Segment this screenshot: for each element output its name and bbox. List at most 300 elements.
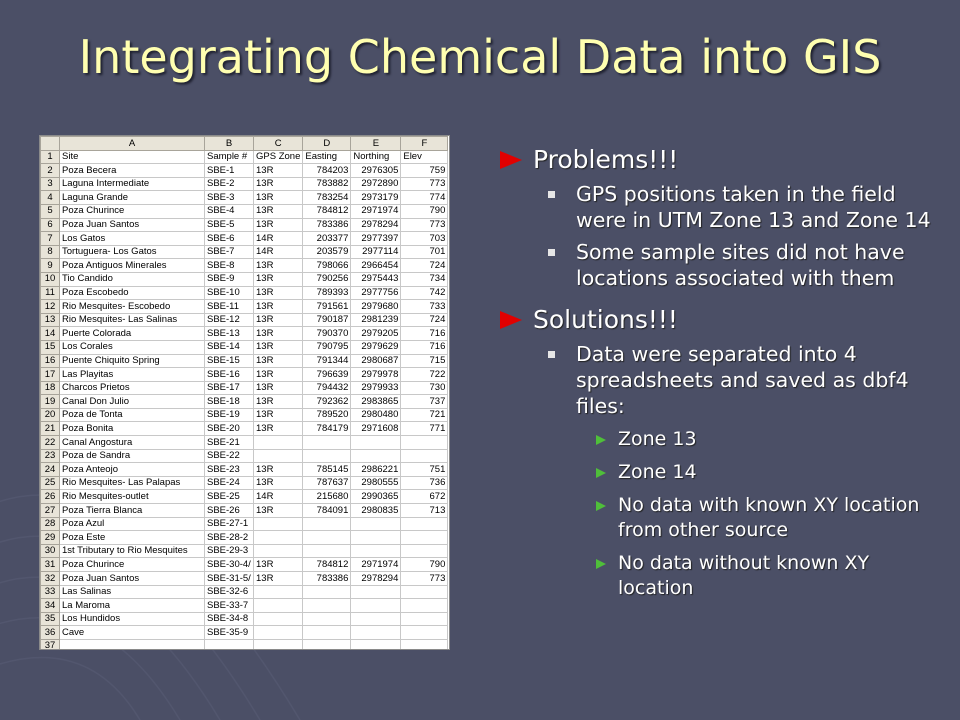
- table-cell: 203579: [303, 245, 351, 259]
- table-cell: 773: [401, 572, 448, 586]
- table-row: [41, 544, 448, 558]
- table-cell: 716: [401, 340, 448, 354]
- table-cell: Poza Bonita: [60, 422, 205, 436]
- table-cell: SBE-21: [205, 436, 254, 450]
- table-cell: SBE-16: [205, 368, 254, 382]
- table-row: [41, 463, 448, 477]
- table-cell: 13R: [254, 259, 303, 273]
- table-cell: 783882: [303, 177, 351, 191]
- table-cell: 730: [401, 381, 448, 395]
- table-cell: 721: [401, 408, 448, 422]
- column-header: C: [254, 137, 303, 151]
- table-cell: Los Hundidos: [60, 612, 205, 626]
- column-header: A: [60, 137, 205, 151]
- table-cell: Poza Este: [60, 531, 205, 545]
- table-cell: SBE-15: [205, 354, 254, 368]
- table-cell: [401, 599, 448, 613]
- table-cell: 794432: [303, 381, 351, 395]
- table-cell: [254, 639, 303, 650]
- table-cell: 13R: [254, 558, 303, 572]
- column-header: F: [401, 137, 448, 151]
- table-cell: 2979933: [351, 381, 401, 395]
- table-cell: 13R: [254, 368, 303, 382]
- bullet-level1: [500, 145, 940, 175]
- bullet-level2-text: GPS positions taken in the field were in UTM Zone 13 and Zone 14: [576, 182, 931, 232]
- bullet-level1-text: Problems!!!: [533, 145, 679, 174]
- row-header: 13: [41, 313, 60, 327]
- table-cell: [401, 544, 448, 558]
- table-cell: Puente Chiquito Spring: [60, 354, 205, 368]
- table-cell: 13R: [254, 313, 303, 327]
- table-cell: SBE-34-8: [205, 612, 254, 626]
- table-cell: 783386: [303, 218, 351, 232]
- bullet-level3: [596, 427, 940, 452]
- table-cell: 701: [401, 245, 448, 259]
- table-cell: SBE-18: [205, 395, 254, 409]
- table-cell: [351, 599, 401, 613]
- table-cell: 789393: [303, 286, 351, 300]
- table-cell: 13R: [254, 463, 303, 477]
- table-cell: 2980835: [351, 504, 401, 518]
- row-header: 4: [41, 191, 60, 205]
- table-cell: 733: [401, 300, 448, 314]
- bullet-level1: [500, 305, 940, 335]
- row-header: 9: [41, 259, 60, 273]
- table-row: [41, 436, 448, 450]
- table-cell: 784203: [303, 164, 351, 178]
- table-cell: [254, 449, 303, 463]
- table-cell: [60, 639, 205, 650]
- table-row: [41, 490, 448, 504]
- column-header: D: [303, 137, 351, 151]
- table-cell: 734: [401, 272, 448, 286]
- table-row: [41, 395, 448, 409]
- table-cell: SBE-29-3: [205, 544, 254, 558]
- bullet-level3-text: Zone 14: [618, 461, 697, 483]
- row-header: 36: [41, 626, 60, 640]
- table-cell: 13R: [254, 272, 303, 286]
- table-cell: [351, 531, 401, 545]
- table-cell: 13R: [254, 300, 303, 314]
- table-cell: 2979205: [351, 327, 401, 341]
- table-row: [41, 245, 448, 259]
- table-cell: SBE-25: [205, 490, 254, 504]
- table-cell: 796639: [303, 368, 351, 382]
- table-cell: Poza Becera: [60, 164, 205, 178]
- table-cell: [351, 544, 401, 558]
- bullet-level2: [548, 181, 940, 233]
- table-cell: 14R: [254, 490, 303, 504]
- table-cell: Rio Mesquites-outlet: [60, 490, 205, 504]
- table-cell: 715: [401, 354, 448, 368]
- table-row: [41, 340, 448, 354]
- table-cell: [254, 585, 303, 599]
- table-cell: SBE-11: [205, 300, 254, 314]
- table-cell: SBE-9: [205, 272, 254, 286]
- table-cell: 13R: [254, 218, 303, 232]
- table-cell: 2977114: [351, 245, 401, 259]
- row-header: 8: [41, 245, 60, 259]
- table-cell: SBE-26: [205, 504, 254, 518]
- table-cell: [401, 612, 448, 626]
- select-all-corner: [41, 137, 60, 151]
- row-header: 7: [41, 232, 60, 246]
- table-cell: 13R: [254, 204, 303, 218]
- table-cell: Puerte Colorada: [60, 327, 205, 341]
- table-cell: 724: [401, 313, 448, 327]
- table-cell: [303, 436, 351, 450]
- row-header: 18: [41, 381, 60, 395]
- table-cell: GPS Zone: [254, 150, 303, 164]
- square-bullet-icon: [548, 191, 555, 198]
- table-row: [41, 354, 448, 368]
- table-row: [41, 639, 448, 650]
- table-cell: [303, 544, 351, 558]
- column-header: E: [351, 137, 401, 151]
- table-cell: 13R: [254, 340, 303, 354]
- table-cell: 791344: [303, 354, 351, 368]
- table-cell: 737: [401, 395, 448, 409]
- table-cell: 13R: [254, 476, 303, 490]
- table-row: [41, 286, 448, 300]
- table-cell: 203377: [303, 232, 351, 246]
- table-row: [41, 517, 448, 531]
- table-cell: SBE-33-7: [205, 599, 254, 613]
- row-header: 22: [41, 436, 60, 450]
- table-cell: Poza Azul: [60, 517, 205, 531]
- table-cell: SBE-8: [205, 259, 254, 273]
- table-row: [41, 218, 448, 232]
- table-cell: 13R: [254, 191, 303, 205]
- table-cell: 13R: [254, 327, 303, 341]
- table-cell: 791561: [303, 300, 351, 314]
- column-header-row: [41, 137, 448, 151]
- table-row: [41, 368, 448, 382]
- table-cell: 785145: [303, 463, 351, 477]
- table-cell: [351, 436, 401, 450]
- bullet-level2-text: Data were separated into 4 spreadsheets and saved as dbf4 files:: [576, 342, 909, 418]
- table-cell: SBE-22: [205, 449, 254, 463]
- table-cell: 790256: [303, 272, 351, 286]
- table-row: [41, 504, 448, 518]
- bullet-level3: [596, 551, 940, 601]
- table-cell: Canal Angostura: [60, 436, 205, 450]
- bullet-level2-text: Some sample sites did not have locations associated with them: [576, 240, 905, 290]
- table-row: [41, 531, 448, 545]
- row-header: 19: [41, 395, 60, 409]
- table-row: [41, 232, 448, 246]
- table-cell: [254, 436, 303, 450]
- table-cell: 773: [401, 218, 448, 232]
- table-cell: 1st Tributary to Rio Mesquites: [60, 544, 205, 558]
- row-header: 33: [41, 585, 60, 599]
- row-header: 28: [41, 517, 60, 531]
- row-header: 10: [41, 272, 60, 286]
- table-cell: 13R: [254, 408, 303, 422]
- table-cell: 2983865: [351, 395, 401, 409]
- table-cell: Rio Mesquites- Las Salinas: [60, 313, 205, 327]
- table-cell: Los Corales: [60, 340, 205, 354]
- table-cell: 798066: [303, 259, 351, 273]
- table-cell: 713: [401, 504, 448, 518]
- table-cell: 790187: [303, 313, 351, 327]
- table-cell: Charcos Prietos: [60, 381, 205, 395]
- table-cell: [401, 626, 448, 640]
- table-cell: 774: [401, 191, 448, 205]
- bullet-level3: [596, 493, 940, 543]
- table-cell: [254, 612, 303, 626]
- table-cell: 724: [401, 259, 448, 273]
- table-cell: [351, 449, 401, 463]
- table-cell: [401, 449, 448, 463]
- table-cell: Elev: [401, 150, 448, 164]
- table-row: [41, 585, 448, 599]
- table-cell: 13R: [254, 286, 303, 300]
- table-cell: 2979680: [351, 300, 401, 314]
- table-cell: 13R: [254, 572, 303, 586]
- table-cell: SBE-1: [205, 164, 254, 178]
- table-cell: Sample #: [205, 150, 254, 164]
- table-cell: 2978294: [351, 218, 401, 232]
- table-cell: Poza Churince: [60, 204, 205, 218]
- table-cell: SBE-23: [205, 463, 254, 477]
- table-cell: Poza de Tonta: [60, 408, 205, 422]
- row-header: 17: [41, 368, 60, 382]
- red-arrow-bullet-icon: [500, 151, 522, 169]
- table-cell: SBE-19: [205, 408, 254, 422]
- row-header: 35: [41, 612, 60, 626]
- table-cell: 13R: [254, 164, 303, 178]
- table-cell: SBE-35-9: [205, 626, 254, 640]
- row-header: 23: [41, 449, 60, 463]
- table-row: [41, 612, 448, 626]
- square-bullet-icon: [548, 249, 555, 256]
- table-cell: Rio Mesquites- Las Palapas: [60, 476, 205, 490]
- table-cell: Poza Escobedo: [60, 286, 205, 300]
- table-cell: [303, 517, 351, 531]
- table-cell: [254, 531, 303, 545]
- table-cell: Laguna Grande: [60, 191, 205, 205]
- table-cell: Rio Mesquites- Escobedo: [60, 300, 205, 314]
- row-header: 26: [41, 490, 60, 504]
- bullet-level3-text: No data with known XY location from other source: [618, 494, 920, 541]
- table-cell: Poza de Sandra: [60, 449, 205, 463]
- table-cell: 783386: [303, 572, 351, 586]
- table-cell: 2977397: [351, 232, 401, 246]
- table-row: [41, 204, 448, 218]
- row-header: 29: [41, 531, 60, 545]
- table-cell: SBE-4: [205, 204, 254, 218]
- row-header: 11: [41, 286, 60, 300]
- table-cell: 2975443: [351, 272, 401, 286]
- table-row: [41, 626, 448, 640]
- table-cell: SBE-10: [205, 286, 254, 300]
- table-cell: 789520: [303, 408, 351, 422]
- table-cell: Poza Churince: [60, 558, 205, 572]
- table-row: [41, 259, 448, 273]
- bullet-level2: [548, 239, 940, 291]
- bullet-list: [500, 145, 940, 601]
- table-cell: 790370: [303, 327, 351, 341]
- table-cell: [351, 612, 401, 626]
- table-cell: 771: [401, 422, 448, 436]
- table-row: [41, 300, 448, 314]
- table-cell: 784812: [303, 558, 351, 572]
- bullet-level3-text: Zone 13: [618, 428, 697, 450]
- table-cell: 13R: [254, 177, 303, 191]
- row-header: 6: [41, 218, 60, 232]
- table-cell: [351, 639, 401, 650]
- table-cell: [401, 585, 448, 599]
- row-header: 3: [41, 177, 60, 191]
- table-cell: 784091: [303, 504, 351, 518]
- table-cell: SBE-13: [205, 327, 254, 341]
- table-cell: Site: [60, 150, 205, 164]
- table-cell: [254, 544, 303, 558]
- table-cell: 784179: [303, 422, 351, 436]
- table-cell: 2966454: [351, 259, 401, 273]
- table-cell: [351, 517, 401, 531]
- table-cell: [351, 626, 401, 640]
- table-cell: [303, 612, 351, 626]
- table-row: [41, 599, 448, 613]
- row-header: 20: [41, 408, 60, 422]
- table-cell: 736: [401, 476, 448, 490]
- table-cell: 784812: [303, 204, 351, 218]
- row-header: 27: [41, 504, 60, 518]
- table-cell: Las Salinas: [60, 585, 205, 599]
- row-header: 32: [41, 572, 60, 586]
- table-cell: 2972890: [351, 177, 401, 191]
- table-cell: 2981239: [351, 313, 401, 327]
- table-cell: 14R: [254, 245, 303, 259]
- row-header: 15: [41, 340, 60, 354]
- row-header: 12: [41, 300, 60, 314]
- table-cell: 2978294: [351, 572, 401, 586]
- row-header: 1: [41, 150, 60, 164]
- bullet-level3: [596, 460, 940, 485]
- table-cell: [254, 626, 303, 640]
- table-row: [41, 191, 448, 205]
- table-cell: 215680: [303, 490, 351, 504]
- table-cell: 2971974: [351, 558, 401, 572]
- row-header: 21: [41, 422, 60, 436]
- table-cell: [303, 449, 351, 463]
- table-cell: Poza Juan Santos: [60, 218, 205, 232]
- table-cell: 716: [401, 327, 448, 341]
- table-cell: 792362: [303, 395, 351, 409]
- green-arrow-bullet-icon: [596, 468, 606, 478]
- table-cell: [303, 531, 351, 545]
- table-cell: 742: [401, 286, 448, 300]
- table-cell: SBE-27-1: [205, 517, 254, 531]
- table-cell: [401, 436, 448, 450]
- table-row: [41, 558, 448, 572]
- table-row: [41, 476, 448, 490]
- table-cell: SBE-30-4/: [205, 558, 254, 572]
- table-cell: [401, 531, 448, 545]
- table-cell: SBE-14: [205, 340, 254, 354]
- table-cell: 2973179: [351, 191, 401, 205]
- table-cell: [254, 599, 303, 613]
- table-cell: 13R: [254, 354, 303, 368]
- table-row: [41, 150, 448, 164]
- table-cell: [351, 585, 401, 599]
- table-row: [41, 422, 448, 436]
- table-row: [41, 449, 448, 463]
- table-cell: [401, 517, 448, 531]
- table-cell: [303, 585, 351, 599]
- bullet-level3-text: No data without known XY location: [618, 552, 870, 599]
- table-cell: 787637: [303, 476, 351, 490]
- table-cell: Tortuguera- Los Gatos: [60, 245, 205, 259]
- red-arrow-bullet-icon: [500, 311, 522, 329]
- table-cell: 2977756: [351, 286, 401, 300]
- spreadsheet-table: [40, 136, 448, 650]
- table-cell: 751: [401, 463, 448, 477]
- slide-title: Integrating Chemical Data into GIS: [78, 30, 882, 84]
- table-cell: SBE-2: [205, 177, 254, 191]
- table-row: [41, 164, 448, 178]
- table-cell: Northing: [351, 150, 401, 164]
- table-cell: SBE-31-5/: [205, 572, 254, 586]
- table-cell: 2971608: [351, 422, 401, 436]
- table-row: [41, 272, 448, 286]
- row-header: 30: [41, 544, 60, 558]
- row-header: 37: [41, 639, 60, 650]
- square-bullet-icon: [548, 351, 555, 358]
- table-cell: Poza Antiguos Minerales: [60, 259, 205, 273]
- table-cell: [205, 639, 254, 650]
- table-row: [41, 313, 448, 327]
- row-header: 31: [41, 558, 60, 572]
- table-cell: SBE-3: [205, 191, 254, 205]
- table-cell: SBE-17: [205, 381, 254, 395]
- row-header: 2: [41, 164, 60, 178]
- table-cell: 722: [401, 368, 448, 382]
- spreadsheet-image: [39, 135, 450, 650]
- table-cell: 2990365: [351, 490, 401, 504]
- row-header: 16: [41, 354, 60, 368]
- row-header: 34: [41, 599, 60, 613]
- table-cell: 2971974: [351, 204, 401, 218]
- table-cell: 672: [401, 490, 448, 504]
- column-header: B: [205, 137, 254, 151]
- table-cell: 2986221: [351, 463, 401, 477]
- table-cell: Canal Don Julio: [60, 395, 205, 409]
- table-cell: Easting: [303, 150, 351, 164]
- table-cell: 703: [401, 232, 448, 246]
- table-cell: 790: [401, 204, 448, 218]
- table-cell: Poza Juan Santos: [60, 572, 205, 586]
- table-cell: 790795: [303, 340, 351, 354]
- row-header: 25: [41, 476, 60, 490]
- table-cell: [303, 626, 351, 640]
- table-row: [41, 408, 448, 422]
- table-cell: SBE-5: [205, 218, 254, 232]
- row-header: 14: [41, 327, 60, 341]
- table-cell: 2976305: [351, 164, 401, 178]
- table-row: [41, 381, 448, 395]
- table-cell: La Maroma: [60, 599, 205, 613]
- table-cell: 759: [401, 164, 448, 178]
- table-cell: SBE-24: [205, 476, 254, 490]
- table-cell: SBE-6: [205, 232, 254, 246]
- table-cell: 13R: [254, 422, 303, 436]
- table-cell: Laguna Intermediate: [60, 177, 205, 191]
- table-cell: 14R: [254, 232, 303, 246]
- table-cell: Los Gatos: [60, 232, 205, 246]
